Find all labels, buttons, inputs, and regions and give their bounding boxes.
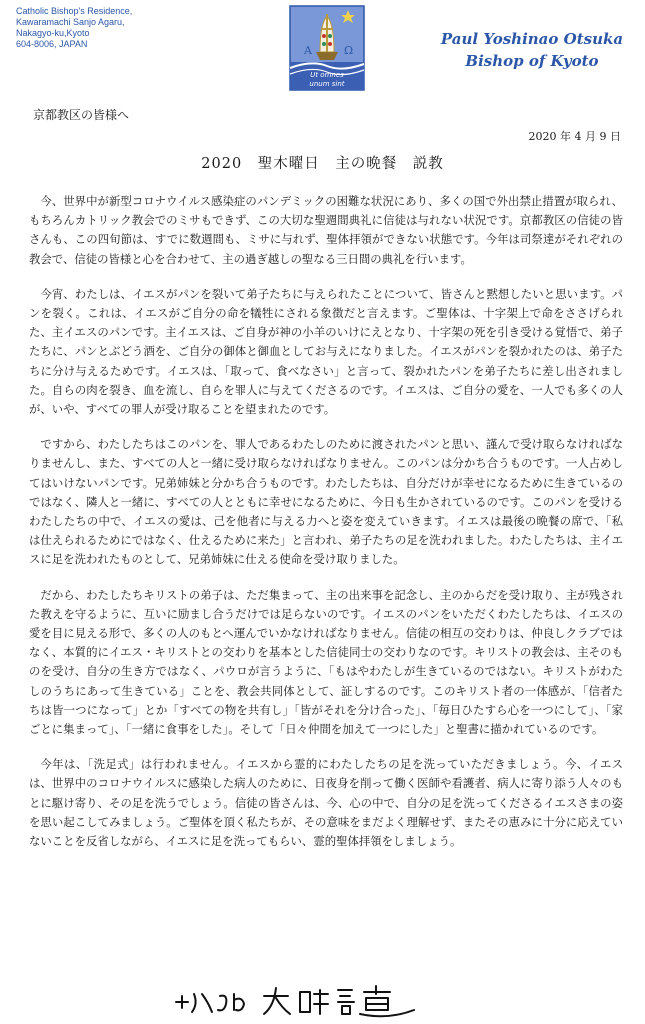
- episcopal-crest-logo: [282, 2, 372, 94]
- handwritten-signature: [168, 980, 428, 1020]
- bishop-name: Paul Yoshinao Otsuka: [440, 30, 624, 48]
- address-line: 604-8006, JAPAN: [16, 39, 88, 49]
- crest-motto-line2: unum sint: [309, 80, 345, 88]
- address-line: Catholic Bishop's Residence,: [16, 6, 133, 16]
- crest-motto-line1: Ut omnes: [310, 71, 344, 79]
- bishop-letterhead: [432, 28, 632, 72]
- address-line: Kawaramachi Sanjo Agaru,: [16, 17, 125, 27]
- letter-date: 2020 年 4 月 9 日: [528, 130, 621, 143]
- paragraph: 今宵、わたしは、イエスがパンを裂いて弟子たちに与えられたことについて、皆さんと黙想したいと思います。パンを裂く。これは、イエスがご自分の命を犠牲にされる象徴だと言えます。ご聖体は、十字架上で命をささげられた、主イエスのパンです。主イエスは、ご自身が神の小羊のいけにえとなり、十字架の死を引き受ける覚悟で、弟子たちに、パンとぶどう酒を、ご自分の御体と御血としてお与えになりました。イエスがパンを裂かれたのは、弟子たちに分け与えるためです。イエスは、「取って、食べなさい」と言って、裂かれたパンを弟子たちに差し出されました。自らの肉を裂き、血を流し、自らを罪人に与えてくださるのです。イエスは、ご自分の愛を、一人でも多くの人が、いや、すべての罪人が受け取ることを望まれたのです。: [29, 286, 623, 417]
- paragraph: 今、世界中が新型コロナウイルス感染症のパンデミックの困難な状況にあり、多くの国で外出禁止措置が取られ、もちろんカトリック教会でのミサもできず、この大切な聖週間典礼に信徒は与れない状況です。京都教区の信徒の皆さんも、この四旬節は、すでに数週間も、ミサに与れず、聖体拝領ができない状態です。今年は司祭達がそれぞれの教会で、信徒の皆様と心を合わせて、主の過ぎ越しの聖なる三日間の典礼を行います。: [29, 194, 623, 266]
- homily-title: 2020 聖木曜日 主の晩餐 説教: [201, 156, 444, 172]
- return-address: [16, 6, 132, 50]
- salutation: 京都教区の皆様へ: [33, 108, 130, 122]
- paragraph: ですから、わたしたちはこのパンを、罪人であるわたしのために渡されたパンと思い、謹んで受け取らなければなりませんし、また、すべての人と一緒に受け取らなければなりません。このパンは分かち合うものです。一人占めしてはいけないパンです。兄弟姉妹と分かち合うものです。わたしたちは、自分だけが幸せになるために生きているのではなく、隣人と一緒に、すべての人とともに幸せになるために、今日も生かされているのです。このパンを受けるわたしたちの中で、イエスの愛は、己を他者に与える力へと姿を変えていきます。イエスは最後の晩餐の席で、「私は仕えられるためにではなく、仕えるために来た」と言われ、弟子たちの足を洗われました。わたしたちは、主イエスに足を洗われたものとして、兄弟姉妹に仕える使命を受け取りました。: [29, 437, 623, 567]
- paragraph: だから、わたしたちキリストの弟子は、ただ集まって、主の出来事を記念し、主のからだを受け取り、主が残された教えを守るように、互いに励まし合うだけでは足らないのです。イエスのパンをいただくわたしたちは、イエスの愛を目に見える形で、多くの人のもとへ運んでいかなければなりません。信徒の相互の交わりは、仲良しクラブではなく、本質的にイエス・キリストとの交わりを基本とした信徒同士の交わりなのです。キリストの教会は、主そのものを受け、自分の生き方ではなく、パウロが言うように、「もはやわたしが生きているのではない。キリストがわたしのうちにあって生きている」ことを、教会共同体として、証しするのです。このキリスト者の一体感が、「信者たちは皆一つになって」とか「すべての物を共有し」「皆がそれを分け合った」、「毎日ひたすら心を一つにして」、「家ごとに集まって」、「一緒に食事をした」。そして「日々仲間を加えて一つにした」と聖書に描かれているのです。: [29, 587, 623, 737]
- homily-body: [29, 192, 623, 867]
- address-line: Nakagyo-ku,Kyoto: [16, 28, 90, 38]
- bishop-title: Bishop of Kyoto: [465, 52, 599, 70]
- paragraph: 今年は、「洗足式」は行われません。イエスから霊的にわたしたちの足を洗っていただきましょう。今、イエスは、世界中のコロナウイルスに感染した病人のために、日夜身を削って働く医師や看護者、病人に寄り添う人々のもとに駆け寄り、その足を洗うでしょう。信徒の皆さんは、今、心の中で、自分の足を洗ってくださるイエスさまの姿を思い起こしてみましょう。ご聖体を頂く私たちが、その意味をまだよく理解せず、またその恵みに十分に応えていないことを反省しながら、イエスに足を洗ってもらい、霊的聖体拝領をしましょう。: [29, 757, 623, 849]
- crest-omega: Ω: [344, 44, 354, 57]
- crest-alpha: Α: [304, 44, 312, 57]
